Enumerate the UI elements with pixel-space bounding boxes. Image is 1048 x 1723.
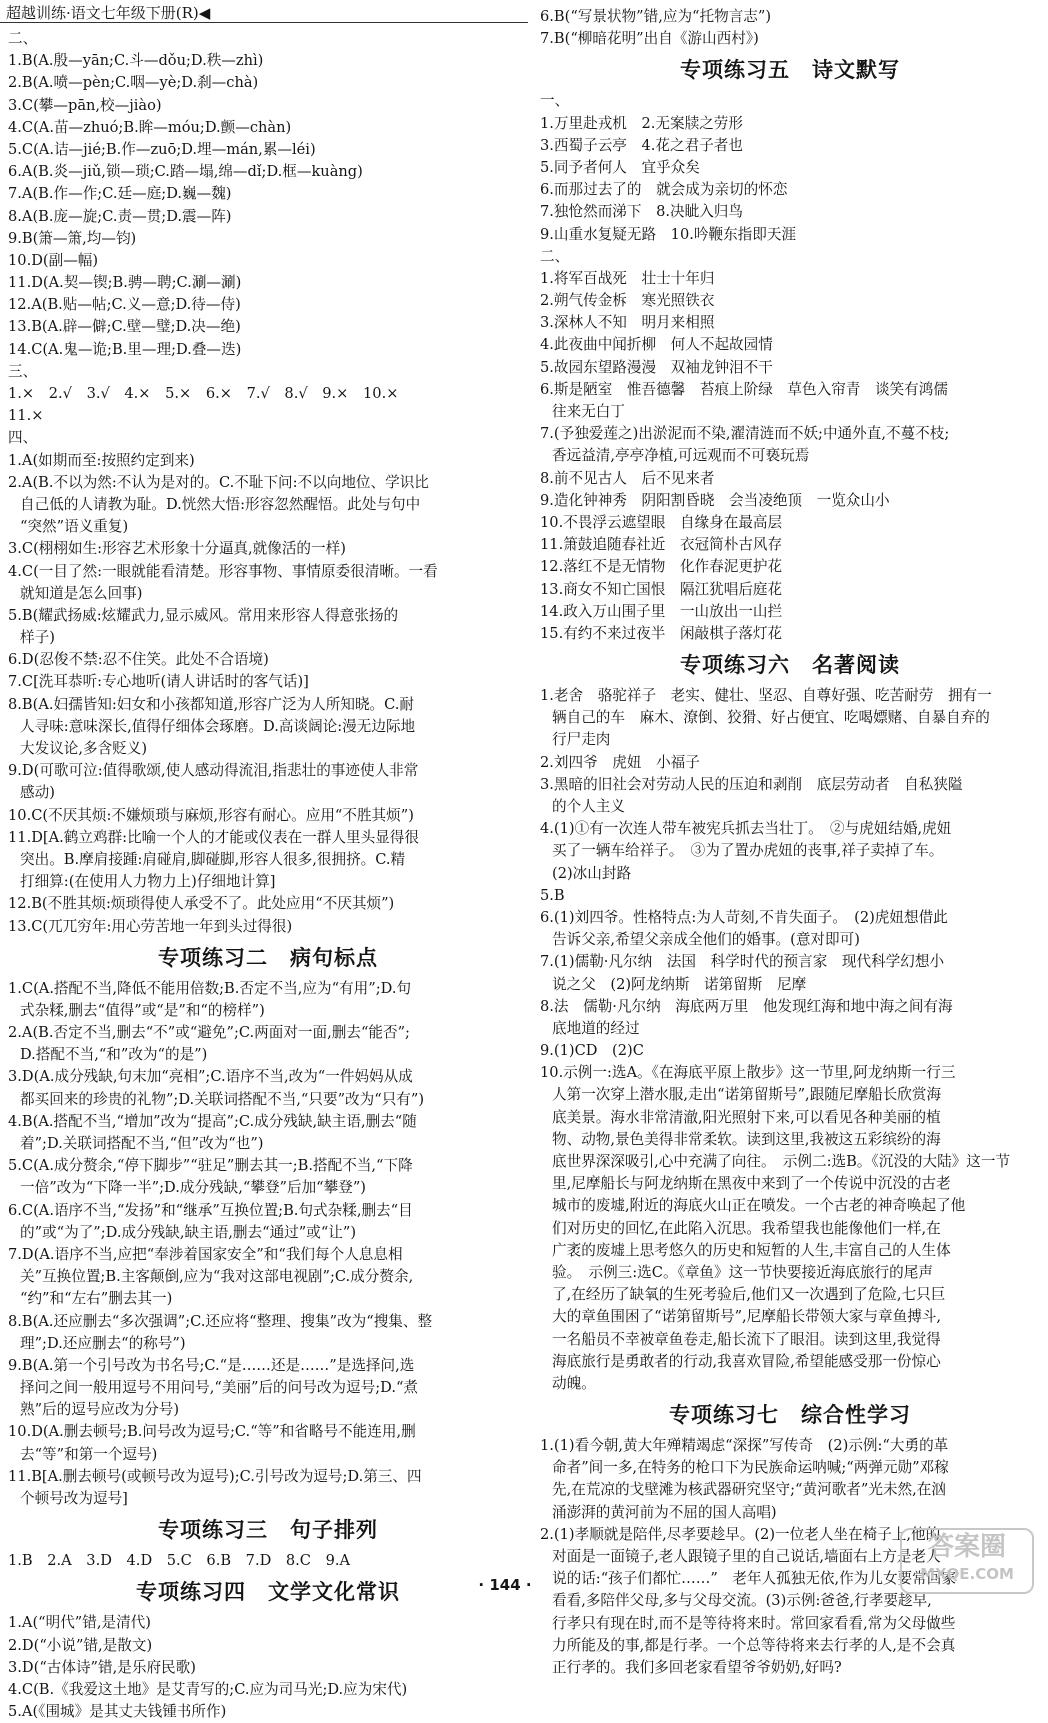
answer-line: 动魄。 [552, 1374, 596, 1392]
answer-line: 买了一辆车给祥子。 ③为了置办虎妞的丧事,祥子卖掉了车。 [552, 842, 944, 860]
answer-line: 对面是一面镜子,老人跟镜子里的自己说话,墙面右上方是老人 [552, 1548, 941, 1565]
answer-line: 5.B [540, 886, 565, 904]
answer-line: 1.将军百战死 壮士十年归 [540, 269, 715, 287]
answer-line: (2)冰山封路 [552, 864, 632, 882]
answer-line: 1.B(A.殷—yān;C.斗—dǒu;D.秩—zhì) [8, 52, 264, 70]
answer-line: 5.故园东望路漫漫 双袖龙钟泪不干 [540, 358, 773, 376]
answer-line: 了,在经历了缺氧的生死考验后,他们又一次遇到了危险,七只巨 [552, 1286, 946, 1304]
answer-line: 7.B(“柳暗花明”出自《游山西村》) [540, 30, 759, 48]
answer-line: 13.B(A.辟—僻;C.壁—璧;D.决—绝) [8, 318, 241, 336]
answer-line: D.搭配不当,“和”改为“的是”) [20, 1046, 208, 1064]
answer-line: “约”和“左右”删去其一) [20, 1290, 173, 1308]
answer-line: 8.法 儒勒·凡尔纳 海底两万里 他发现红海和地中海之间有海 [540, 997, 953, 1015]
answer-line: 6.D(忍俊不禁:忍不住笑。此处不合语境) [8, 651, 269, 669]
header-rule [0, 22, 528, 23]
answer-line: 1.万里赴戎机 2.无案牍之劳形 [540, 114, 743, 132]
answer-line: 12.B(不胜其烦:烦琐得使人承受不了。此处应用“不厌其烦”) [8, 895, 395, 913]
answer-line: 7.(予独爱莲之)出淤泥而不染,濯清涟而不妖;中通外直,不蔓不枝; [540, 425, 950, 443]
answer-line: 3.西蜀子云亭 4.花之君子者也 [540, 136, 743, 154]
section-heading: 专项练习四 文学文化常识 [136, 1580, 400, 1605]
answer-line: 1.(1)看今朝,黄大年殚精竭虑“深探”写传奇 (2)示例:“大勇的革 [540, 1437, 949, 1455]
answer-line: 一名船员不幸被章鱼卷走,船长流下了眼泪。读到这里,我觉得 [552, 1330, 941, 1348]
answer-line: 熟”后的逗号应改为分号) [20, 1401, 180, 1419]
answer-line: 里,尼摩船长与阿龙纳斯在黑夜中来到了一个传说中沉没的古老 [552, 1175, 951, 1193]
answer-line: 9.山重水复疑无路 10.吟鞭东指即天涯 [540, 225, 797, 243]
answer-line: 2.朔气传金柝 寒光照铁衣 [540, 292, 715, 310]
answer-line: 13.商女不知亡国恨 隔江犹唱后庭花 [540, 580, 783, 598]
answer-line: 12.A(B.贴—帖;C.义—意;D.待—侍) [8, 296, 241, 314]
answer-line: 9.D(可歌可泣:值得歌颂,使人感动得流泪,指悲壮的事迹使人非常 [8, 762, 419, 780]
running-header: 超越训练·语文七年级下册(R)◀ [6, 4, 211, 22]
answer-line: 去“等”和第一个逗号) [20, 1445, 158, 1463]
answer-line: 就知道是怎么回事) [20, 584, 143, 602]
answer-line: 6.而那过去了的 就会成为亲切的怀恋 [540, 181, 788, 199]
answer-line: 2.刘四爷 虎妞 小福子 [540, 753, 700, 771]
answer-line: 2.(1)孝顺就是陪伴,尽孝要趁早。(2)一位老人坐在椅子上,他的 [540, 1525, 941, 1543]
answer-line: 9.B(箫—箫,均—钧) [8, 229, 137, 247]
answer-line: 8.A(B.庞—旋;C.责—贯;D.震—阵) [8, 207, 232, 225]
answer-line: 人第一次穿上潜水服,走出“诺第留斯号”,跟随尼摩船长欣赏海 [552, 1086, 942, 1104]
answer-line: 4.(1)①有一次连人带车被宪兵抓去当壮丁。 ②与虎妞结婚,虎妞 [540, 820, 952, 838]
answer-line: 1.A(如期而至:按照约定到来) [8, 451, 195, 469]
answer-line: 人寻味:意味深长,值得仔细体会琢磨。D.高谈阔论:漫无边际地 [20, 717, 416, 735]
answer-line: 二、 [8, 30, 38, 47]
answer-line: 命者”间一多,在特务的枪口下为民族命运呐喊;“两弹元勋”邓稼 [552, 1459, 949, 1477]
answer-line: 2.A(B.否定不当,删去“不”或“避免”;C.两面对一面,删去“能否”; [8, 1024, 410, 1042]
watermark-logo [900, 1528, 1034, 1594]
answer-line: 8.B(A.还应删去“多次强调”;C.还应将“整理、搜集”改为“搜集、整 [8, 1312, 433, 1330]
answer-line: 着”;D.关联词搭配不当,“但”改为“也”) [20, 1135, 264, 1152]
answer-line: 物、动物,景色美得非常柔软。读到这里,我被这五彩缤纷的海 [552, 1130, 941, 1148]
answer-line: 1.B 2.A 3.D 4.D 5.C 6.B 7.D 8.C 9.A [8, 1552, 351, 1570]
answer-line: 5.同予者何人 宜乎众矣 [540, 158, 700, 176]
answer-line: 1.A(“明代”错,是清代) [8, 1614, 151, 1632]
answer-line: 突出。B.摩肩接踵:肩碰肩,脚碰脚,形容人很多,很拥挤。C.精 [20, 850, 406, 868]
answer-line: 9.(1)CD (2)C [540, 1042, 644, 1060]
section-heading: 专项练习二 病句标点 [158, 945, 378, 970]
answer-line: 涌澎湃的黄河前为不屈的国人高唱) [552, 1503, 777, 1521]
answer-line: “突然”语义重复) [20, 518, 129, 536]
answer-line: 6.A(B.炎—jiǔ,锁—琐;C.踏—塌,绵—dǐ;D.框—kuàng) [8, 163, 363, 181]
answer-line: 说的话:“孩子们都忙……” 老年人孤独无依,作为儿女要常回家 [552, 1570, 956, 1588]
left-column [8, 28, 528, 1723]
answer-line: 验。 示例三:选C。《章鱼》这一节快要接近海底旅行的尾声 [552, 1263, 933, 1281]
answer-line: 5.A(《围城》是其丈夫钱锺书所作) [8, 1703, 227, 1721]
answer-line: 5.C(A.成分赘余,“停下脚步”“驻足”删去其一;B.搭配不当,“下降 [8, 1157, 413, 1175]
answer-line: 10.不畏浮云遮望眼 自缘身在最高层 [540, 513, 783, 531]
answer-line: 8.B(A.妇孺皆知:妇女和小孩都知道,形容广泛为人所知晓。C.耐 [8, 695, 415, 713]
answer-line: 3.C(栩栩如生:形容艺术形象十分逼真,就像活的一样) [8, 540, 346, 558]
answer-line: 11.× [8, 407, 44, 425]
section-heading: 专项练习五 诗文默写 [680, 58, 900, 83]
answer-line: 大发议论,多含贬义) [20, 740, 148, 757]
answer-line: 行孝只有现在时,而不是等待将来时。常回家看看,常为父母做些 [552, 1614, 956, 1632]
answer-line: 告诉父亲,希望父亲成全他们的婚事。(意对即可) [552, 931, 860, 949]
answer-line: 4.C(A.苗—zhuó;B.眸—móu;D.颤—chàn) [8, 118, 292, 136]
answer-line: 的个人主义 [552, 798, 625, 815]
answer-line: 大的章鱼围困了“诺第留斯号”,尼摩船长带领大家与章鱼搏斗, [552, 1308, 942, 1326]
answer-line: 14.政入万山围子里 一山放出一山拦 [540, 602, 783, 620]
answer-line: 3.D(A.成分残缺,句末加“亮相”;C.语序不当,改为“一件妈妈从成 [8, 1068, 413, 1086]
answer-line: 的”或“为了”;D.成分残缺,缺主语,删去“通过”或“让”) [20, 1223, 357, 1241]
answer-line: 4.C(B.《我爱这土地》是艾青写的;C.应为司马光;D.应为宋代) [8, 1680, 408, 1698]
answer-line: 底地道的经过 [552, 1019, 640, 1037]
answer-line: 四、 [8, 429, 38, 447]
answer-line: 10.D(A.删去顿号;B.问号改为逗号;C.“等”和省略号不能连用,删 [8, 1423, 416, 1441]
answer-line: 7.D(A.语序不当,应把“奉涉着国家安全”和“我们每个人息息相 [8, 1245, 403, 1263]
answer-line: 7.(1)儒勒·凡尔纳 法国 科学时代的预言家 现代科学幻想小 [540, 953, 945, 971]
answer-line: 2.D(“小说”错,是散文) [8, 1636, 153, 1654]
answer-line: 感动) [20, 784, 55, 802]
answer-line: 1.C(A.搭配不当,降低不能用倍数;B.否定不当,应为“有用”;D.句 [8, 979, 412, 997]
answer-line: 10.C(不厌其烦:不嫌烦琐与麻烦,形容有耐心。应用“不胜其烦”) [8, 806, 414, 824]
answer-line: 6.(1)刘四爷。性格特点:为人苛刻,不肯失面子。 (2)虎妞想借此 [540, 908, 948, 926]
answer-line: 说之父 (2)阿龙纳斯 诺第留斯 尼摩 [552, 975, 807, 993]
page-number: · 144 · [478, 1576, 532, 1594]
answer-line: 4.此夜曲中闻折柳 何人不起故园情 [540, 336, 773, 354]
watermark-url: MXQE.COM [920, 1565, 1014, 1583]
answer-line: 行尸走肉 [552, 731, 611, 749]
answer-line: 2.A(B.不以为然:不认为是对的。C.不耻下问:不以向地位、学识比 [8, 473, 429, 491]
answer-line: 打细算:(在使用人力物力上)仔细地计算] [20, 873, 276, 891]
answer-line: 个顿号改为逗号] [20, 1490, 128, 1507]
answer-line: 都买回来的珍贵的礼物”;D.关联词搭配不当,“只要”改为“只有”) [20, 1090, 425, 1108]
answer-line: 理”;D.还应删去“的称号”) [20, 1334, 186, 1352]
answer-line: 2.B(A.喷—pèn;C.咽—yè;D.刹—chà) [8, 74, 259, 92]
answer-line: 一倍”改为“下降一半”;D.成分残缺,“攀登”后加“攀登”) [20, 1179, 366, 1197]
answer-line: 5.C(A.诘—jié;B.作—zuō;D.埋—mán,累—léi) [8, 140, 316, 158]
answer-line: 13.C(兀兀穷年:用心劳苦地一年到头过得很) [8, 917, 293, 935]
right-column [540, 6, 1040, 1679]
answer-line: 4.C(一目了然:一眼就能看清楚。形容事物、事情原委很清晰。一看 [8, 562, 438, 580]
answer-line: 广袤的废墟上思考悠久的历史和短暂的人生,丰富自己的人生体 [552, 1241, 951, 1259]
answer-line: 1.老舍 骆驼祥子 老实、健壮、坚忍、自尊好强、吃苦耐劳 拥有一 [540, 687, 992, 705]
answer-line: 样子) [20, 629, 55, 647]
answer-line: 关”互换位置;B.主客颠倒,应为“我对这部电视剧”;C.成分赘余, [20, 1268, 414, 1286]
answer-line: 10.D(副—幅) [8, 251, 99, 269]
answer-line: 正行孝的。我们多回老家看望爷爷奶奶,好吗? [552, 1658, 842, 1676]
answer-line: 8.前不见古人 后不见来者 [540, 469, 715, 487]
answer-line: 城市的废墟,附近的海底火山正在喷发。一个古老的神奇唤起了他 [552, 1197, 966, 1215]
answer-line: 自己低的人请教为耻。D.恍然大悟:形容忽然醒悟。此处与句中 [20, 495, 421, 513]
answer-line: 4.B(A.搭配不当,“增加”改为“提高”;C.成分残缺,缺主语,删去“随 [8, 1112, 417, 1130]
answer-line: 9.造化钟神秀 阴阳割昏晓 会当凌绝顶 一览众山小 [540, 491, 890, 509]
answer-line: 6.C(A.语序不当,“发扬”和“继承”互换位置;B.句式杂糅,删去“目 [8, 1201, 413, 1219]
answer-line: 三、 [8, 362, 38, 380]
answer-line: 11.D[A.鹤立鸡群:比喻一个人的才能或仪表在一群人里头显得很 [8, 828, 419, 846]
section-heading: 专项练习七 综合性学习 [669, 1403, 911, 1428]
answer-line: 11.D(A.契—锲;B.骋—聘;C.涮—涮) [8, 274, 242, 292]
answer-line: 辆自己的车 麻木、潦倒、狡猾、好占便宜、吃喝嫖赌、自暴自弃的 [552, 709, 990, 727]
answer-line: 6.B(“写景状物”错,应为“托物言志”) [540, 8, 772, 25]
answer-line: 11.箫鼓追随春社近 衣冠简朴古风存 [540, 536, 783, 554]
answer-line: 15.有约不来过夜半 闲敲棋子落灯花 [540, 624, 783, 642]
answer-line: 式杂糅,删去“值得”或“是”和“的榜样”) [20, 1001, 265, 1019]
answer-line: 7.独怆然而涕下 8.决眦入归鸟 [540, 203, 743, 221]
answer-line: 看看,多陪伴父母,多与父母交流。(3)示例:爸爸,行孝要趁早, [552, 1592, 932, 1610]
answer-line: 海底旅行是勇敢者的行动,我喜欢冒险,希望能感受那一份惊心 [552, 1352, 941, 1370]
answer-line: 先,在荒凉的戈壁滩为核武器研究坚守;“黄河歌者”光未然,在汹 [552, 1481, 946, 1499]
answer-line: 10.示例一:选A。《在海底平原上散步》这一节里,阿龙纳斯一行三 [540, 1064, 956, 1082]
section-heading: 专项练习六 名著阅读 [680, 653, 900, 678]
answer-line: 底美景。海水非常清澈,阳光照射下来,可以看见各种美丽的植 [552, 1108, 941, 1126]
answer-line: 7.A(B.作—作;C.廷—庭;D.巍—魏) [8, 185, 232, 203]
answer-line: 6.斯是陋室 惟吾德馨 苔痕上阶绿 草色入帘青 谈笑有鸿儒 [540, 380, 948, 398]
answer-line: 7.C[洗耳恭听:专心地听(请人讲话时的客气话)] [8, 673, 309, 691]
answer-line: 3.C(攀—pān,校—jiào) [8, 96, 162, 114]
answer-line: 11.B[A.删去顿号(或顿号改为逗号);C.引号改为逗号;D.第三、四 [8, 1467, 422, 1485]
answer-line: 一、 [540, 92, 570, 110]
answer-line: 5.B(耀武扬威:炫耀武力,显示威风。常用来形容人得意张扬的 [8, 606, 399, 624]
section-heading: 专项练习三 句子排列 [158, 1518, 378, 1543]
answer-line: 择问之间一般用逗号不用问号,“美丽”后的问号改为逗号;D.“煮 [20, 1379, 419, 1397]
answer-line: 底世界深深吸引,心中充满了向往。 示例二:选B。《沉没的大陆》这一节 [552, 1153, 1011, 1170]
answer-line: 1.× 2.√ 3.√ 4.× 5.× 6.× 7.√ 8.√ 9.× 10.× [8, 385, 399, 402]
answer-line: 二、 [540, 247, 570, 265]
answer-line: 9.B(A.第一个引号改为书名号;C.“是……还是……”是选择问,选 [8, 1356, 415, 1374]
answer-line: 往来无白丁 [552, 403, 625, 420]
answer-line: 3.D(“古体诗”错,是乐府民歌) [8, 1658, 196, 1676]
answer-line: 们对历史的回忆,在此陷入沉思。我希望我也能像他们一样,在 [552, 1219, 941, 1237]
answer-line: 14.C(A.鬼—诡;B.里—理;D.叠—迭) [8, 340, 242, 358]
answer-line: 香远益清,亭亭净植,可远观而不可亵玩焉 [552, 447, 810, 465]
answer-line: 12.落红不是无情物 化作春泥更护花 [540, 558, 783, 576]
watermark-text: 答案圈 [927, 1532, 1006, 1562]
answer-line: 力所能及的事,都是行孝。一个总等待将来去行孝的人,是不会真 [552, 1636, 956, 1654]
answer-line: 3.深林人不知 明月来相照 [540, 314, 715, 332]
answer-line: 3.黑暗的旧社会对劳动人民的压迫和剥削 底层劳动者 自私狭隘 [540, 775, 963, 793]
